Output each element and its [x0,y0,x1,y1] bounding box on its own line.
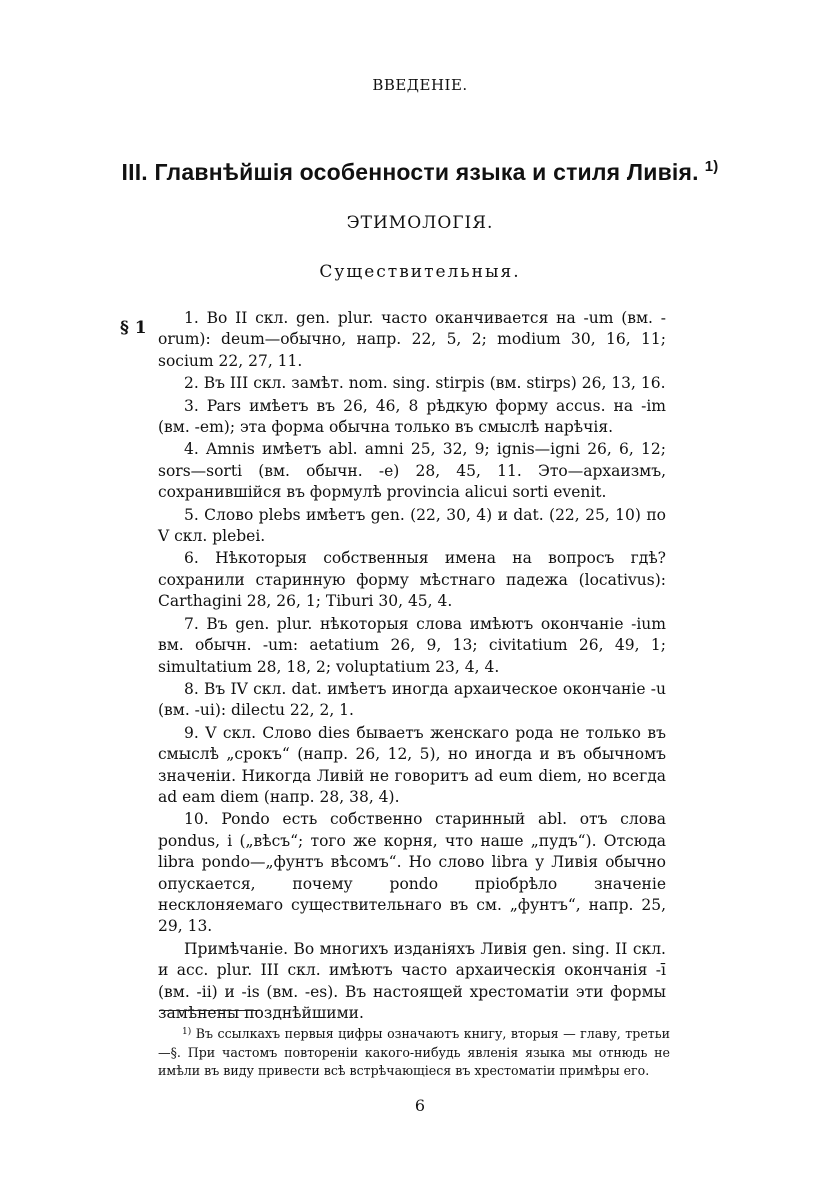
footnote-mark: 1) [182,1027,192,1037]
rule-paragraph: 2. Въ III скл. замѣт. nom. sing. stirpis (вм. stirps) 26, 13, 16. [184,374,666,393]
footnote-text: Въ ссылкахъ первыя цифры означаютъ книгу, вторыя — главу, третьи—§. При частомъ повтореніи какого-нибудь явленія языка мы отнюдь не имѣли въ виду привести всѣ встрѣчающіеся въ хрестоматіи примѣры его. [158,1026,670,1078]
chapter-title [0,158,840,186]
body-text [158,308,666,1025]
chapter-title-footnote-ref: 1) [704,158,719,175]
chapter-title-text: III. Главнѣйшія особенности языка и стиля Ливія. [121,159,699,185]
footnote-divider [160,1010,260,1011]
paragraph-mark: § 1 [120,318,147,338]
footnote [158,1023,670,1081]
rule-paragraph: 5. Слово plebs имѣетъ gen. (22, 30, 4) и dat. (22, 25, 10) по V скл. plebei. [158,505,666,546]
rule-paragraph: 7. Въ gen. plur. нѣкоторыя слова имѣютъ окончаніе -ium вм. обычн. -um: aetatium 26, 9, 13; civitatium 26, 49, 1; simultatium 28, 18, 2; voluptatium 23, 4, 4. [158,614,666,676]
rule-paragraph: 6. Нѣкоторыя собственныя имена на вопросъ гдѣ? сохранили старинную форму мѣстнаго падежа (locativus): Carthagini 28, 26, 1; Tiburi 30, 45, 4. [158,549,666,611]
running-head: ВВЕДЕНІЕ. [372,76,468,94]
page-number: 6 [414,1096,426,1115]
rule-paragraph: 3. Pars имѣетъ въ 26, 46, 8 рѣдкую форму accus. на -im (вм. -em); эта форма обычна только въ смыслѣ нарѣчія. [158,396,666,437]
section-title: ЭТИМОЛОГІЯ. [346,213,494,233]
rule-paragraph: 8. Въ IV скл. dat. имѣетъ иногда архаическое окончаніе -u (вм. -ui): dilectu 22, 2, 1. [158,679,666,720]
note-paragraph: Примѣчаніе. Во многихъ изданіяхъ Ливія gen. sing. II скл. и acc. plur. III скл. имѣютъ часто архаическія окончанія -ī (вм. -ii) и -is (вм. -es). Въ настоящей хрестоматіи эти формы замѣнены позднѣйшими. [158,939,666,1022]
rule-paragraph: 1. Во II скл. gen. plur. часто оканчивается на -um (вм. -orum): deum—обычно, напр. 22, 5, 2; modium 30, 16, 11; socium 22, 27, 11. [158,309,666,370]
rule-paragraph: 9. V скл. Слово dies бываетъ женскаго рода не только въ смыслѣ „срокъ“ (напр. 26, 12, 5), но иногда и въ обычномъ значеніи. Никогда Ливій не говоритъ ad eum diem, но всегда ad eam diem (напр. 28, 38, 4). [158,723,666,806]
rule-paragraph: 10. Pondo есть собственно старинный abl. отъ слова pondus, i („вѣсъ“; того же корня, что наше „пудъ“). Отсюда libra pondo—„фунтъ вѣсомъ“. Но слово libra у Ливія обычно опускается, почему pondo пріобрѣло значеніе несклоняемаго существительнаго въ см. „фунтъ“, напр. 25, 29, 13. [158,810,666,936]
subsection-title: Существительныя. [319,262,521,282]
rule-paragraph: 4. Amnis имѣетъ abl. amni 25, 32, 9; ignis—igni 26, 6, 12; sors—sorti (вм. обычн. -e) 28, 45, 11. Это—архаизмъ, сохранившійся въ формулѣ provincia alicui sorti evenit. [158,440,666,502]
